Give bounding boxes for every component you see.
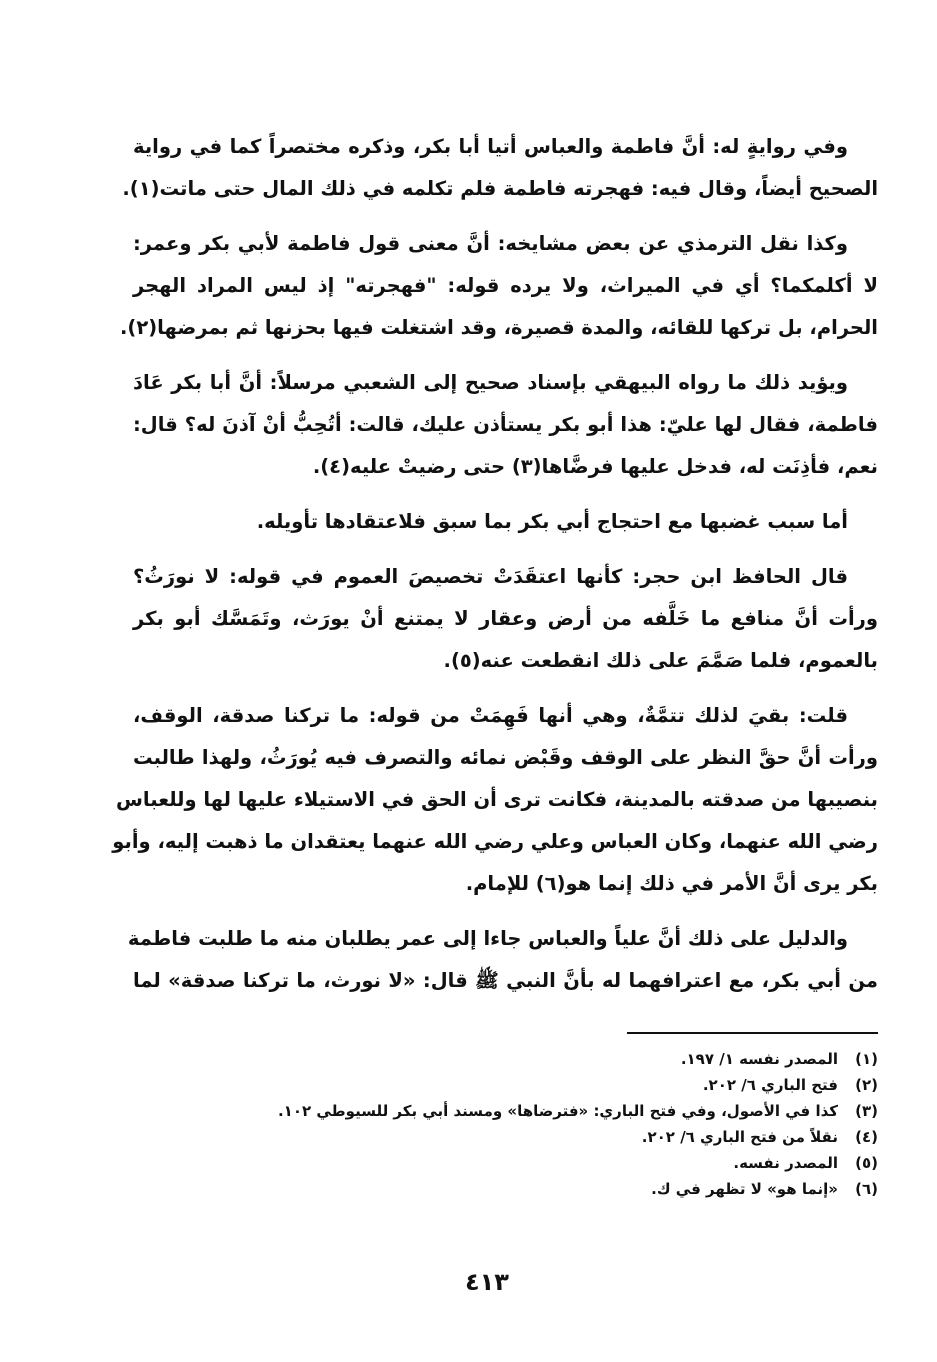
footnote [300,1176,878,1202]
text-line: نعم، فأذِنَت له، فدخل عليها فرضَّاها(٣) حتى رضيتْ عليه(٤). [312,455,878,478]
text-line: والدليل على ذلك أنَّ علياً والعباس جاءا إلى عمر يطلبان منه ما طلبت فاطمة [127,927,848,950]
text-line: بنصيبها من صدقته بالمدينة، فكانت ترى أن الحق في الاستيلاء عليها لها وللعباس [116,788,878,811]
footnote-number: (٦) [855,1180,878,1198]
footnote-text: المصدر نفسه ١/ ١٩٧. [680,1050,838,1068]
text-line: بالعموم، فلما صَمَّمَ على ذلك انقطعت عنه(٥). [443,649,878,672]
text-line: لا أكلمكما؟ أي في الميراث، ولا يرده قوله: "فهجرته" إذ ليس المراد الهجر [133,274,878,297]
footnote-separator [627,1032,878,1034]
footnote [300,1124,878,1150]
footnote-number: (٢) [855,1076,878,1094]
text-line: قلت: بقيَ لذلك تتمَّةٌ، وهي أنها فَهِمَتْ من قوله: ما تركنا صدقة، الوقف، [133,704,848,727]
text-line: ورأت أنَّ حقَّ النظر على الوقف وقَبْض نمائه والتصرف فيه يُورَثُ، ولهذا طالبت [133,746,878,769]
footnote-text: نقلاً من فتح الباري ٦/ ٢٠٢. [641,1128,838,1146]
footnote-number: (٤) [855,1128,878,1146]
text-line: ورأت أنَّ منافع ما خَلَّفه من أرض وعقار لا يمتنع أنْ يورَث، وتَمَسَّك أبو بكر [133,607,878,630]
footnote-text: «إنما هو» لا تظهر في ك. [651,1180,838,1198]
paragraph [112,695,878,905]
footnote [277,1098,878,1124]
text-line: رضي الله عنهما، وكان العباس وعلي رضي الله عنهما يعتقدان ما ذهبت إليه، وأبو [112,830,878,853]
footnote-number: (١) [855,1050,878,1068]
footnote-number: (٥) [855,1154,878,1172]
paragraph [122,126,878,210]
text-line: ويؤيد ذلك ما رواه البيهقي بإسناد صحيح إلى الشعبي مرسلاً: أنَّ أبا بكر عَادَ [133,371,848,394]
footnote-number: (٣) [855,1102,878,1120]
text-line: قال الحافظ ابن حجر: كأنها اعتقَدَتْ تخصيصَ العموم في قوله: لا نورَثُ؟ [133,565,848,588]
footnote-text: كذا في الأصول، وفي فتح الباري: «فترضاها» ومسند أبي بكر للسيوطي ١٠٢. [277,1102,838,1120]
footnote [300,1072,878,1098]
text-line: الحرام، بل تركها للقائه، والمدة قصيرة، وقد اشتغلت فيها بحزنها ثم بمرضها(٢). [120,316,878,339]
text-line: الصحيح أيضاً، وقال فيه: فهجرته فاطمة فلم تكلمه في ذلك المال حتى ماتت(١). [122,177,878,200]
footnote-text: فتح الباري ٦/ ٢٠٢. [702,1076,838,1094]
footnote-text: المصدر نفسه. [733,1154,838,1172]
footnotes [277,1046,878,1202]
footnote [300,1046,878,1072]
paragraph [127,918,878,1002]
paragraph [133,501,878,543]
text-line: وكذا نقل الترمذي عن بعض مشايخه: أنَّ معنى قول فاطمة لأبي بكر وعمر: [133,232,848,255]
paragraph [133,362,878,488]
main-text [112,126,878,1015]
text-line: فاطمة، فقال لها عليّ: هذا أبو بكر يستأذن عليك، قالت: أتُحِبُّ أنْ آذنَ له؟ قال: [133,413,878,436]
page-number: ٤١٣ [465,1268,509,1296]
text-line: بكر يرى أنَّ الأمر في ذلك إنما هو(٦) للإمام. [465,872,878,895]
text-line: وفي روايةٍ له: أنَّ فاطمة والعباس أتيا أبا بكر، وذكره مختصراً كما في رواية [133,135,848,158]
text-line: من أبي بكر، مع اعترافهما له بأنَّ النبي ﷺ قال: «لا نورث، ما تركنا صدقة» لما [133,969,878,992]
paragraph [120,223,878,349]
footnote [300,1150,878,1176]
text-line: أما سبب غضبها مع احتجاج أبي بكر بما سبق فلاعتقادها تأويله. [256,510,848,533]
paragraph [133,556,878,682]
